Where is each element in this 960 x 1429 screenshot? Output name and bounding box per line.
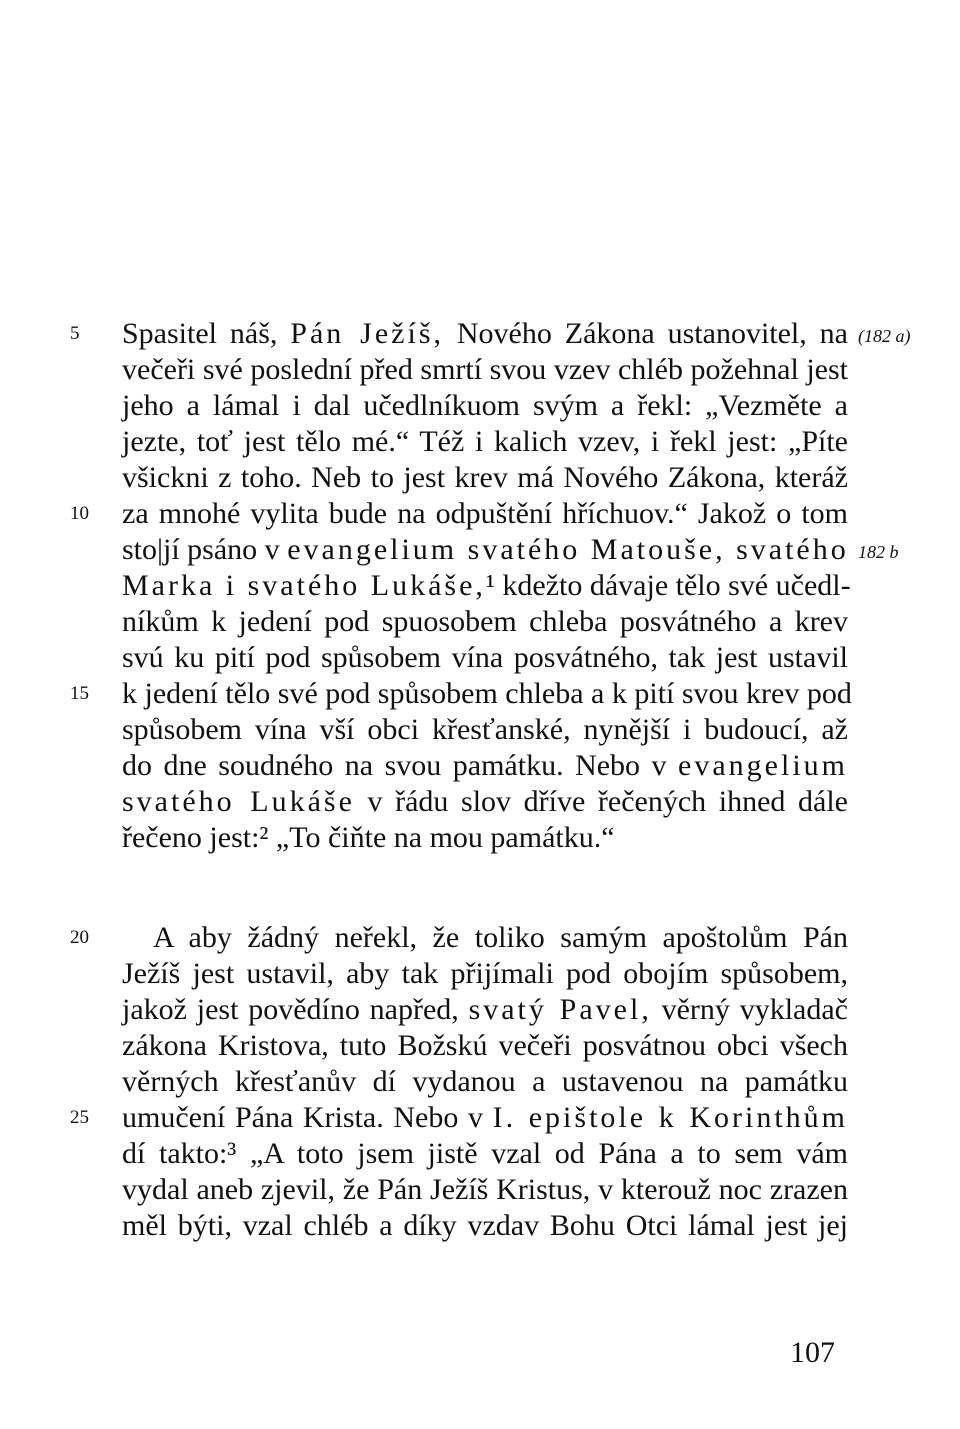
text-run: Nového Zákona ustanovitel, na — [444, 317, 848, 350]
text-run: za mnohé vylita bude na odpuštění hříchuov.“ Jakož o tom — [122, 497, 848, 530]
text-run: jeho a lámal i dal učedlníkuom svým a řekl: „Vezměte a — [122, 389, 848, 422]
text-run: jezte, toť jest tělo mé.“ Též i kalich vzev, i řekl jest: „Píte — [122, 425, 848, 458]
line-number: 5 — [70, 323, 80, 344]
text-run: do dne soudného na svou památku. Nebo v — [122, 749, 679, 782]
text-run: dí takto:³ „A toto jsem jistě vzal od Pána a to sem vám — [122, 1137, 848, 1170]
spaced-text-run: I. epištole k Korinthům — [492, 1101, 848, 1134]
text-line — [122, 712, 848, 748]
text-line — [122, 1028, 848, 1064]
text-run: v řádu slov dříve řečených ihned dále — [354, 785, 848, 818]
text-run: spůsobem vína vší obci křesťanské, nynější i budoucí, až — [122, 713, 848, 746]
spaced-text-run: evangelium — [678, 749, 848, 782]
text-run: umučení Pána Krista. Nebo v — [122, 1101, 493, 1134]
text-run: vydal aneb zjevil, že Pán Ježíš Kristus, v kterouž noc zrazen — [122, 1173, 848, 1206]
line-number: 15 — [70, 683, 89, 704]
text-run: věrných křesťanův dí vydanou a ustavenou na památku — [122, 1065, 848, 1098]
text-run: níkům k jedení pod spuosobem chleba posvátného a krev — [122, 605, 848, 638]
text-line — [122, 748, 848, 784]
text-line — [122, 568, 851, 604]
margin-note: (182 a) — [858, 326, 911, 346]
text-run: všickni z toho. Neb to jest krev má Nového Zákona, kteráž — [122, 461, 848, 494]
spaced-text-run: Marka i svatého Lukáše, — [122, 569, 486, 602]
text-line — [122, 1136, 848, 1172]
text-line — [122, 388, 848, 424]
text-run: k jedení tělo své pod spůsobem chleba a k pití svou krev pod — [122, 677, 852, 710]
text-line — [122, 820, 848, 856]
text-line — [122, 532, 848, 568]
text-run: řečeno jest:² „To čiňte na mou památku.“ — [122, 821, 615, 854]
text-run: sto|jí psáno v — [122, 533, 288, 566]
text-line — [122, 676, 852, 712]
line-number: 25 — [70, 1107, 89, 1128]
text-run: Spasitel náš, — [122, 317, 291, 350]
text-run: jakož jest povědíno napřed, — [122, 993, 469, 1026]
text-run: ¹ kdežto dávaje tělo své učedl- — [485, 569, 851, 602]
text-line — [122, 1172, 848, 1208]
spaced-text-run: svatý Pavel, — [468, 993, 652, 1026]
text-line — [122, 496, 848, 532]
text-line — [122, 640, 848, 676]
text-line — [122, 460, 848, 496]
text-run: večeři své poslední před smrtí svou vzev chléb požehnal jest — [122, 353, 848, 386]
text-line — [122, 1100, 848, 1136]
text-run: věrný vykladač — [651, 993, 848, 1026]
text-line — [122, 784, 848, 820]
text-line — [122, 424, 848, 460]
text-run: A aby žádný neřekl, že toliko samým apoštolům Pán — [153, 921, 848, 954]
spaced-text-run: evangelium svatého Matouše, svatého — [287, 533, 849, 566]
text-line — [153, 920, 848, 956]
text-line — [122, 352, 848, 388]
spaced-text-run: Pán Ježíš, — [290, 317, 444, 350]
line-number: 10 — [70, 503, 89, 524]
text-line — [122, 1064, 848, 1100]
line-number: 20 — [70, 927, 89, 948]
page-number: 107 — [790, 1336, 835, 1369]
text-line — [122, 1208, 848, 1244]
text-run: měl býti, vzal chléb a díky vzdav Bohu Otci lámal jest jej — [122, 1209, 848, 1242]
text-run: zákona Kristova, tuto Božskú večeři posvátnou obci všech — [122, 1029, 848, 1062]
text-line — [122, 956, 848, 992]
spaced-text-run: svatého Lukáše — [122, 785, 355, 818]
text-line — [122, 316, 848, 352]
text-run: Ježíš jest ustavil, aby tak přijímali pod obojím spůsobem, — [122, 957, 848, 990]
text-line — [122, 604, 848, 640]
margin-note: 182 b — [858, 542, 899, 562]
text-run: svú ku pití pod spůsobem vína posvátného, tak jest ustavil — [122, 641, 848, 674]
text-line — [122, 992, 848, 1028]
